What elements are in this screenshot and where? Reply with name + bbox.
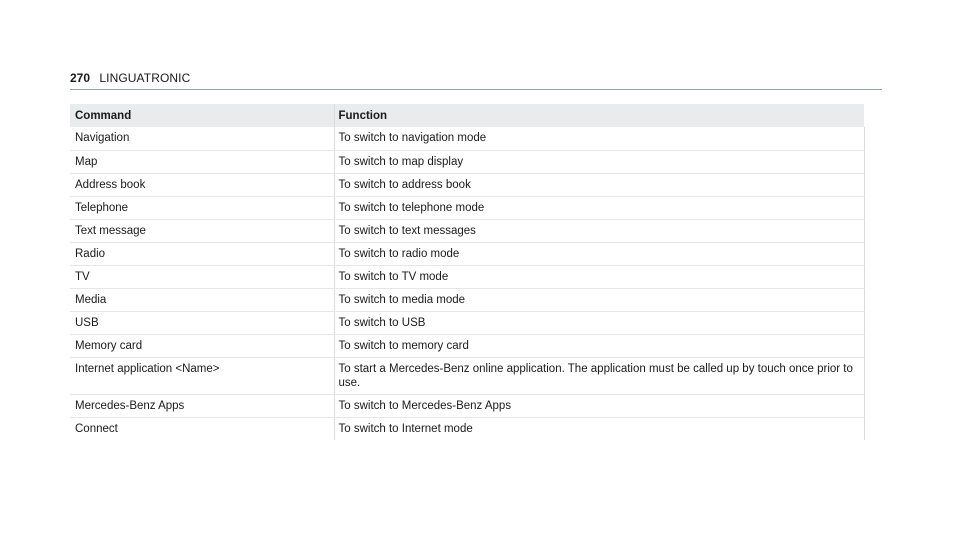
function-cell: To switch to USB	[334, 311, 864, 334]
column-header-command: Command	[70, 104, 334, 127]
command-cell: TV	[70, 265, 334, 288]
command-cell: Radio	[70, 242, 334, 265]
table-header-row	[70, 104, 864, 127]
column-header-function: Function	[334, 104, 864, 127]
command-table	[70, 104, 865, 440]
command-cell: Address book	[70, 173, 334, 196]
page-number: 270	[70, 71, 91, 85]
table-row	[70, 219, 864, 242]
function-cell: To switch to map display	[334, 150, 864, 173]
command-cell: Navigation	[70, 127, 334, 150]
function-cell: To switch to memory card	[334, 334, 864, 357]
table-row	[70, 127, 864, 150]
function-cell: To switch to telephone mode	[334, 196, 864, 219]
function-cell: To switch to address book	[334, 173, 864, 196]
function-cell: To switch to Internet mode	[334, 417, 864, 440]
function-cell: To switch to text messages	[334, 219, 864, 242]
table-row	[70, 288, 864, 311]
table-row	[70, 334, 864, 357]
command-cell: Media	[70, 288, 334, 311]
function-cell: To switch to navigation mode	[334, 127, 864, 150]
table-row	[70, 242, 864, 265]
command-cell: Memory card	[70, 334, 334, 357]
section-title: LINGUATRONIC	[99, 71, 191, 85]
command-cell: Mercedes-Benz Apps	[70, 394, 334, 417]
table-row	[70, 394, 864, 417]
function-cell: To switch to Mercedes-Benz Apps	[334, 394, 864, 417]
function-cell: To switch to media mode	[334, 288, 864, 311]
table-row	[70, 311, 864, 334]
command-cell: USB	[70, 311, 334, 334]
command-cell: Map	[70, 150, 334, 173]
table-row	[70, 357, 864, 394]
function-cell: To switch to radio mode	[334, 242, 864, 265]
function-cell: To switch to TV mode	[334, 265, 864, 288]
table-row	[70, 150, 864, 173]
table-row	[70, 417, 864, 440]
table-row	[70, 173, 864, 196]
table-row	[70, 196, 864, 219]
command-cell: Connect	[75, 422, 118, 435]
function-cell: To start a Mercedes-Benz online application. The application must be called up by touch once prior to use.	[334, 357, 864, 394]
page-header	[70, 70, 882, 90]
command-cell: Telephone	[70, 196, 334, 219]
table-row	[70, 265, 864, 288]
command-cell: Text message	[70, 219, 334, 242]
command-cell: Internet application <Name>	[70, 357, 334, 394]
